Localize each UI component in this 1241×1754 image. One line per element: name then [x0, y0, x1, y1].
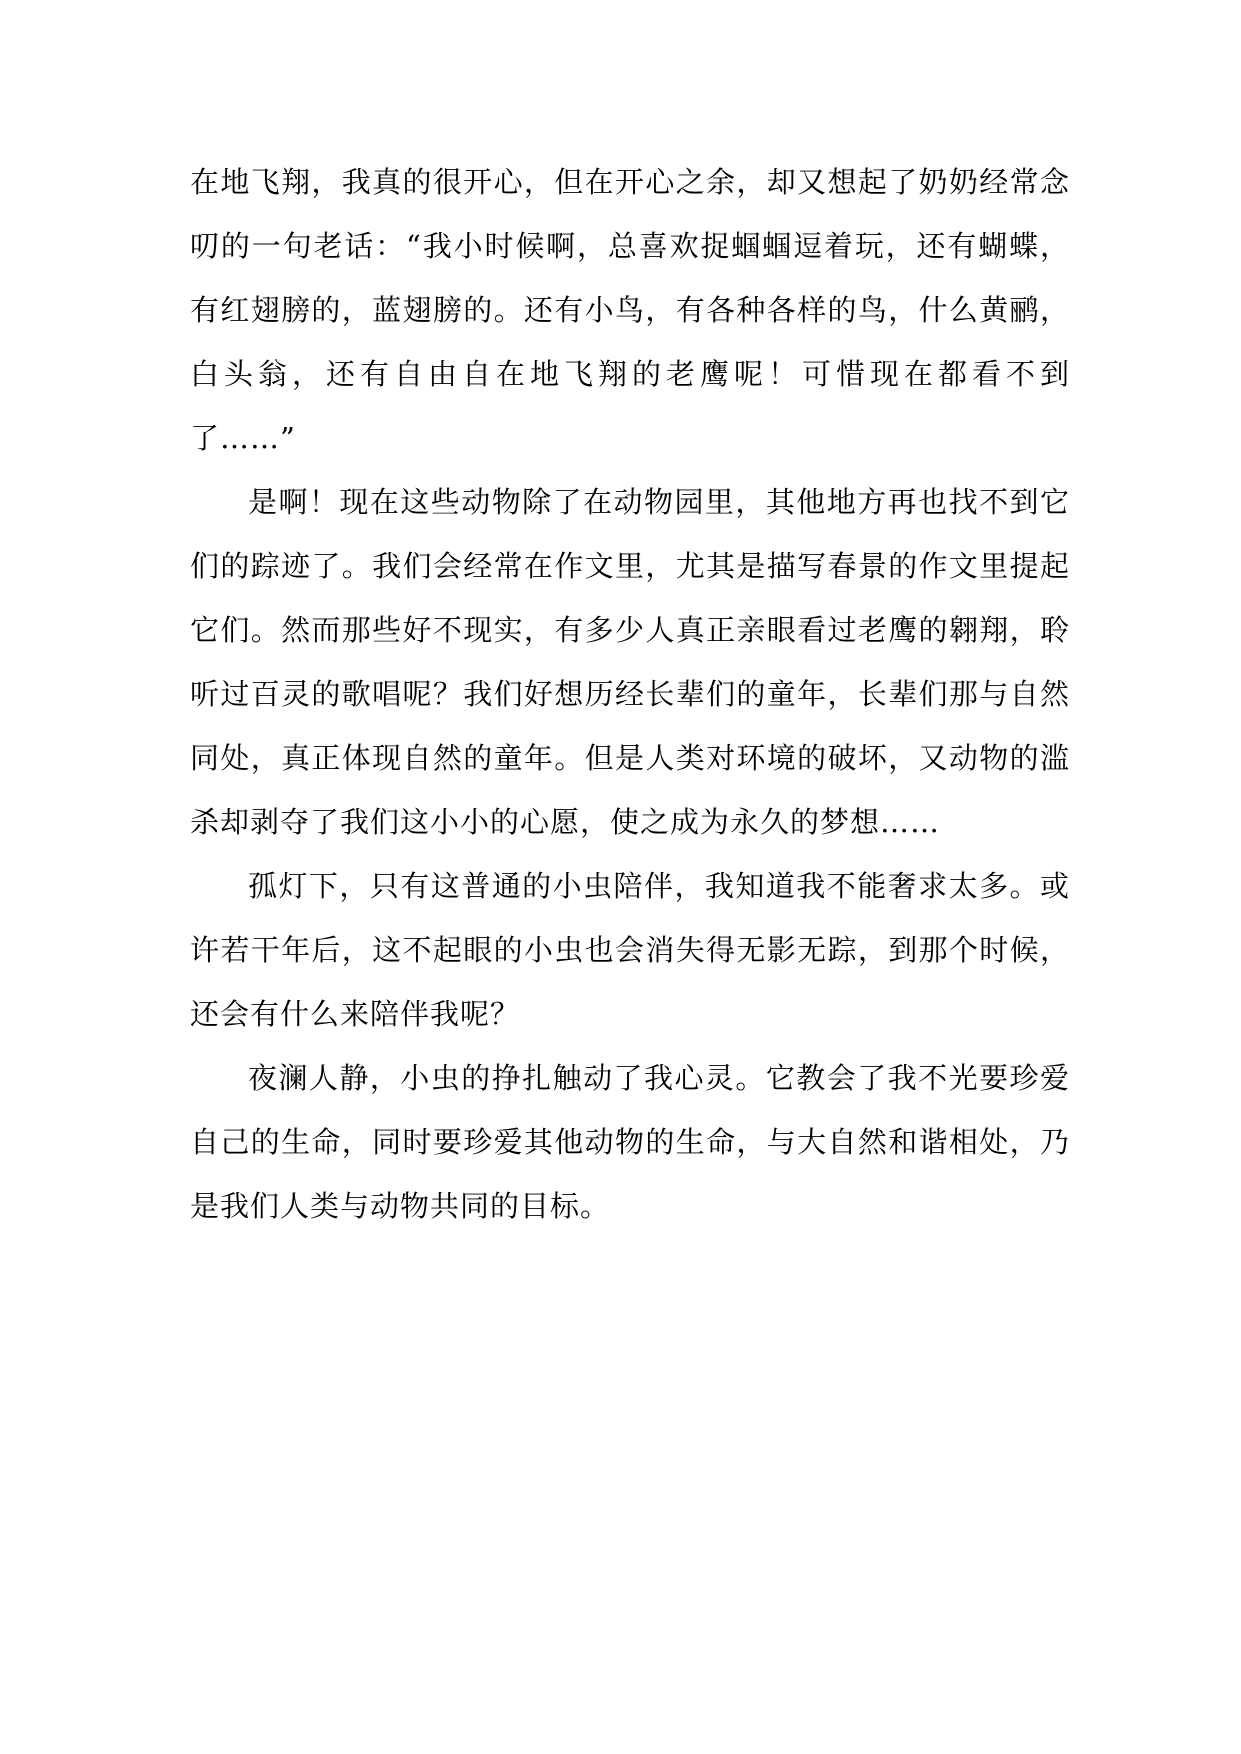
paragraph: 夜澜人静，小虫的挣扎触动了我心灵。它教会了我不光要珍爱自己的生命，同时要珍爱其他动物的生命，与大自然和谐相处，乃是我们人类与动物共同的目标。 [190, 1061, 1070, 1223]
paragraph: 是啊！现在这些动物除了在动物园里，其他地方再也找不到它们的踪迹了。我们会经常在作文里，尤其是描写春景的作文里提起它们。然而那些好不现实，有多少人真正亲眼看过老鹰的翱翔，聆听过百灵的歌唱呢？我们好想历经长辈们的童年，长辈们那与自然同处，真正体现自然的童年。但是人类对环境的破坏，又动物的滥杀却剥夺了我们这小小的心愿，使之成为永久的梦想…… [190, 485, 1070, 839]
paragraph-continued: 在地飞翔，我真的很开心，但在开心之余，却又想起了奶奶经常念叨的一句老话：“我小时候啊，总喜欢捉蝈蝈逗着玩，还有蝴蝶，有红翅膀的，蓝翅膀的。还有小鸟，有各种各样的鸟，什么黄鹂，白头翁，还有自由自在地飞翔的老鹰呢！可惜现在都看不到了……” [190, 165, 1070, 455]
document-page [190, 150, 1070, 1238]
paragraph: 孤灯下，只有这普通的小虫陪伴，我知道我不能奢求太多。或许若干年后，这不起眼的小虫也会消失得无影无踪，到那个时候，还会有什么来陪伴我呢？ [190, 869, 1070, 1031]
